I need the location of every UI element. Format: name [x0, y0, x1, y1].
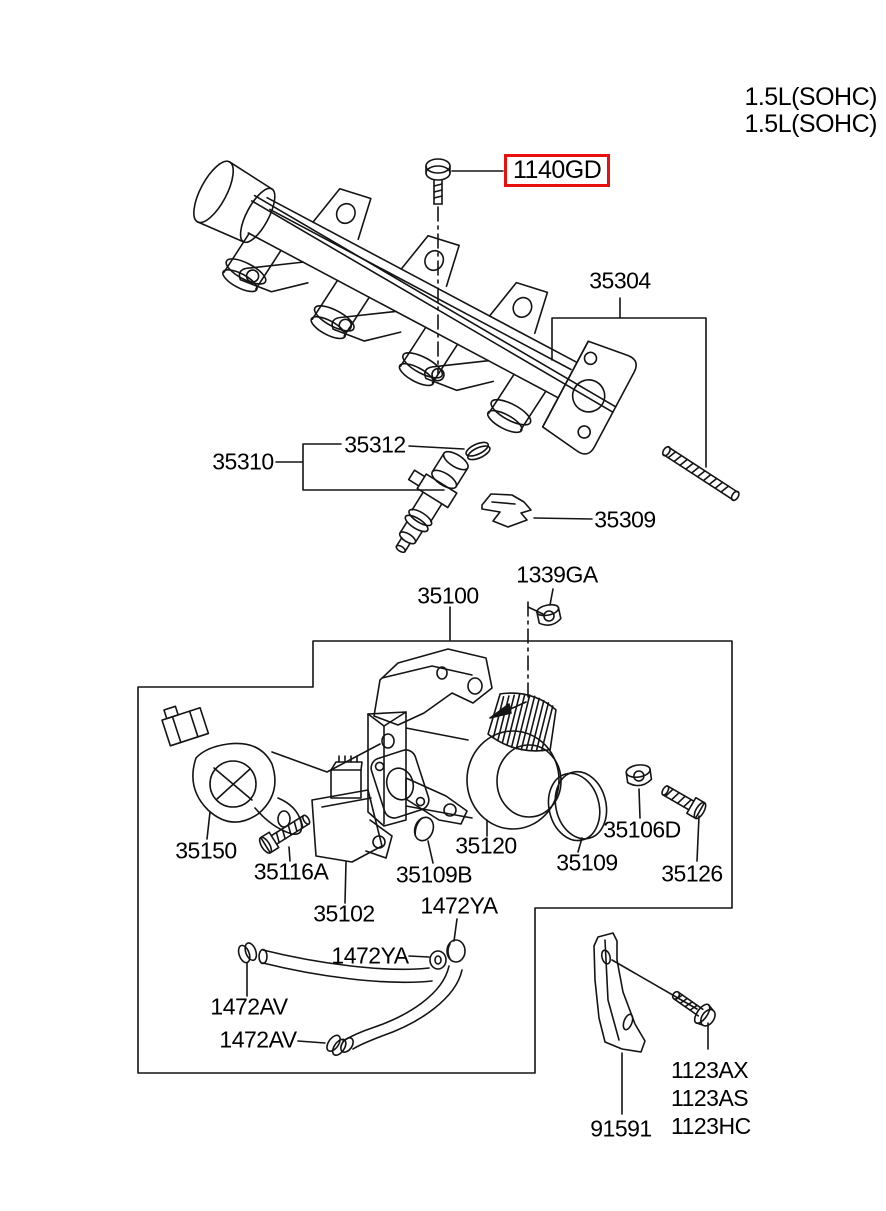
leader-1472ya-mid — [409, 956, 429, 957]
label-35120[interactable]: 35120 — [455, 832, 517, 859]
label-35102[interactable]: 35102 — [313, 900, 375, 927]
leader-1472av-lower — [298, 1041, 325, 1043]
nut-1339ga-drawing — [536, 603, 562, 627]
bolt-35116a-drawing — [257, 811, 313, 855]
label-35310[interactable]: 35310 — [212, 448, 274, 475]
leader-1472ya-upper — [454, 919, 457, 941]
bracket-91591-drawing — [594, 933, 645, 1052]
label-1123hc[interactable]: 1123HC — [671, 1113, 751, 1139]
label-91591[interactable]: 91591 — [590, 1115, 652, 1142]
label-35312[interactable]: 35312 — [344, 431, 406, 458]
leader-35102 — [345, 862, 346, 903]
label-1123ax[interactable]: 1123AX — [671, 1057, 749, 1083]
label-1123as[interactable]: 1123AS — [671, 1085, 749, 1111]
nut-35106d-drawing — [625, 763, 652, 787]
cap-35109b-drawing — [411, 815, 436, 844]
leader-35150 — [207, 812, 210, 839]
engine-variant-line1: 1.5L(SOHC) — [744, 83, 877, 111]
label-35109[interactable]: 35109 — [556, 849, 618, 876]
throttle-body-drawing — [368, 649, 562, 829]
leader-35126 — [697, 816, 699, 861]
isc-drawing — [312, 756, 392, 862]
rail-bolt-1140gd-drawing — [426, 159, 450, 204]
engine-variant-text — [744, 84, 877, 138]
highlighted-part-callout[interactable]: 1140GD — [504, 154, 610, 187]
label-35126[interactable]: 35126 — [661, 860, 723, 887]
leader-1339ga — [550, 589, 553, 605]
label-35116a[interactable]: 35116A — [253, 858, 329, 885]
tps-drawing — [159, 699, 301, 834]
leader-35109b — [428, 841, 433, 863]
rail-stud-drawing — [661, 445, 740, 501]
label-1339ga[interactable]: 1339GA — [516, 561, 598, 588]
label-1472ya-upper[interactable]: 1472YA — [420, 892, 498, 919]
label-35106d[interactable]: 35106D — [603, 816, 681, 843]
label-35309[interactable]: 35309 — [594, 506, 656, 533]
clamp-1472av-lower-drawing — [324, 1033, 348, 1057]
engine-variant-line2: 1.5L(SOHC) — [744, 110, 877, 138]
clip-35309-drawing — [482, 494, 531, 527]
leader-tps-to-body — [272, 744, 380, 772]
label-1472ya-mid[interactable]: 1472YA — [331, 942, 409, 969]
leader-35309 — [534, 518, 592, 519]
clamp-1472av-upper-drawing — [236, 941, 258, 964]
leader-35106d — [639, 789, 640, 818]
label-1472av-upper[interactable]: 1472AV — [210, 993, 288, 1020]
label-35304[interactable]: 35304 — [589, 267, 651, 294]
label-35100[interactable]: 35100 — [417, 582, 479, 609]
oring-35312-drawing — [464, 440, 492, 463]
label-35150[interactable]: 35150 — [175, 837, 237, 864]
injector-drawing — [374, 440, 474, 561]
label-35109b[interactable]: 35109B — [395, 861, 473, 888]
leader-bracket-to-bolt — [612, 960, 697, 1009]
clamp-1472ya-drawings — [430, 940, 465, 969]
bracket-bolt-labels — [671, 1056, 751, 1140]
label-1472av-lower[interactable]: 1472AV — [219, 1026, 297, 1053]
bolt-1123-drawing — [667, 985, 719, 1031]
bolt-35126-drawing — [659, 781, 708, 820]
